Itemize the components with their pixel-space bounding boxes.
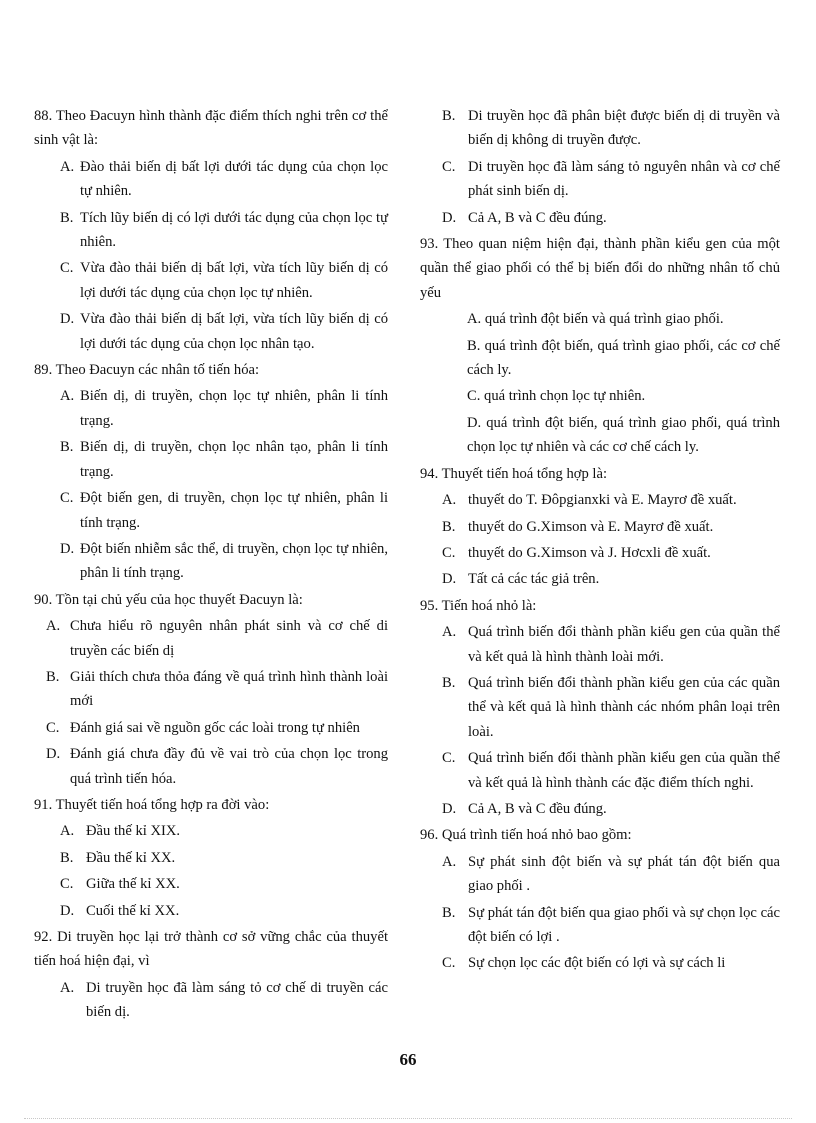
right-column <box>420 104 780 978</box>
option-a: A. Quá trình biến đổi thành phần kiểu gen của quần thể và kết quả là hình thành loài mới. <box>442 624 780 665</box>
question-95 <box>420 594 780 822</box>
option-a: A. Đầu thế kỉ XIX. <box>60 823 181 840</box>
question-92 <box>34 925 388 1025</box>
option-c: C. Quá trình biến đổi thành phần kiểu gen của quần thể và kết quả là hình thành các đặc điểm thích nghi. <box>442 750 780 791</box>
question-stem: 96. Quá trình tiến hoá nhỏ bao gồm: <box>420 827 632 844</box>
option-b: B. Biến dị, di truyền, chọn lọc nhân tạo, phân li tính trạng. <box>60 439 388 480</box>
option-c: C. Đánh giá sai về nguồn gốc các loài trong tự nhiên <box>46 719 360 736</box>
option-c: C. thuyết do G.Ximson và J. Hơcxli đề xuất. <box>442 544 711 561</box>
question-89 <box>34 358 388 586</box>
option-a: A. Biến dị, di truyền, chọn lọc tự nhiên, phân li tính trạng. <box>60 388 388 429</box>
option-c: C. Di truyền học đã làm sáng tỏ nguyên nhân và cơ chế phát sinh biến dị. <box>442 158 780 200</box>
option-c: C. Giữa thế kỉ XX. <box>60 876 180 893</box>
option-d: D. quá trình đột biến, quá trình giao phối, quá trình chọn lọc tự nhiên và các cơ chế cách ly. <box>467 414 780 456</box>
question-stem: 93. Theo quan niệm hiện đại, thành phần kiểu gen của một quần thể giao phối có thể bị biến đổi do những nhân tố chủ yếu <box>420 236 780 301</box>
option-c: C. Sự chọn lọc các đột biến có lợi và sự cách li <box>442 955 726 972</box>
question-stem: 90. Tồn tại chủ yếu của học thuyết Đacuyn là: <box>34 591 303 608</box>
question-stem: 88. Theo Đacuyn hình thành đặc điểm thích nghi trên cơ thể sinh vật là: <box>34 108 388 149</box>
option-b: B. Di truyền học đã phân biệt được biến dị di truyền và biến dị không di truyền được. <box>442 108 780 149</box>
question-93 <box>420 232 780 460</box>
option-b: B. Tích lũy biến dị có lợi dưới tác dụng của chọn lọc tự nhiên. <box>60 209 388 251</box>
footer-divider <box>24 1118 792 1119</box>
option-b: B. thuyết do G.Ximson và E. Mayrơ đề xuất. <box>442 518 714 535</box>
option-a: A. Sự phát sinh đột biến và sự phát tán đột biến qua giao phối . <box>442 853 780 895</box>
question-stem: 94. Thuyết tiến hoá tổng hợp là: <box>420 465 608 482</box>
option-d: D. Cả A, B và C đều đúng. <box>442 209 607 226</box>
left-column <box>34 104 388 1027</box>
option-c: C. Đột biến gen, di truyền, chọn lọc tự nhiên, phân li tính trạng. <box>60 490 388 531</box>
question-stem: 89. Theo Đacuyn các nhân tố tiến hóa: <box>34 362 260 379</box>
option-b: B. Quá trình biến đổi thành phần kiểu gen của các quần thể và kết quả là hình thành các nhóm phân loại trên loài. <box>442 674 780 740</box>
question-88 <box>34 104 388 356</box>
question-stem: 92. Di truyền học lại trở thành cơ sở vững chắc của thuyết tiến hoá hiện đại, vì <box>34 929 388 970</box>
option-b: B. Sự phát tán đột biến qua giao phối và sự chọn lọc các đột biến có lợi . <box>442 904 780 945</box>
option-a: A. thuyết do T. Đôpgianxki và E. Mayrơ đề xuất. <box>442 492 737 509</box>
option-a: A. Đào thải biến dị bất lợi dưới tác dụng của chọn lọc tự nhiên. <box>60 158 388 200</box>
option-d: D. Cả A, B và C đều đúng. <box>442 800 607 817</box>
question-90 <box>34 588 388 791</box>
option-b: B. quá trình đột biến, quá trình giao phối, các cơ chế cách ly. <box>467 337 780 379</box>
option-d: D. Cuối thế kỉ XX. <box>60 902 180 919</box>
option-a: A. Chưa hiểu rõ nguyên nhân phát sinh và cơ chế di truyền các biến dị <box>46 618 388 659</box>
question-stem: 91. Thuyết tiến hoá tổng hợp ra đời vào: <box>34 796 270 813</box>
option-c: C. quá trình chọn lọc tự nhiên. <box>467 388 646 405</box>
option-d: D. Tất cả các tác giả trên. <box>442 571 600 588</box>
option-a: A. Di truyền học đã làm sáng tỏ cơ chế di truyền các biến dị. <box>60 979 388 1021</box>
option-b: B. Đầu thế kỉ XX. <box>60 849 176 866</box>
option-b: B. Giải thích chưa thỏa đáng về quá trình hình thành loài mới <box>46 668 388 710</box>
option-d: D. Vừa đào thải biến dị bất lợi, vừa tích lũy biến dị có lợi dưới tác dụng của chọn lọc nhân tạo. <box>60 311 388 352</box>
question-96 <box>420 823 780 975</box>
option-a: A. quá trình đột biến và quá trình giao phối. <box>467 311 724 328</box>
option-c: C. Vừa đào thải biến dị bất lợi, vừa tích lũy biến dị có lợi dưới tác dụng của chọn lọc tự nhiên. <box>60 260 388 301</box>
option-d: D. Đánh giá chưa đầy đủ về vai trò của chọn lọc trong quá trình tiến hóa. <box>46 746 388 787</box>
option-d: D. Đột biến nhiễm sắc thể, di truyền, chọn lọc tự nhiên, phân li tính trạng. <box>60 540 388 582</box>
question-91 <box>34 793 388 923</box>
question-94 <box>420 462 780 592</box>
question-stem: 95. Tiến hoá nhỏ là: <box>420 597 537 614</box>
question-92-continued <box>420 104 780 230</box>
page-number: 66 <box>399 1050 417 1069</box>
